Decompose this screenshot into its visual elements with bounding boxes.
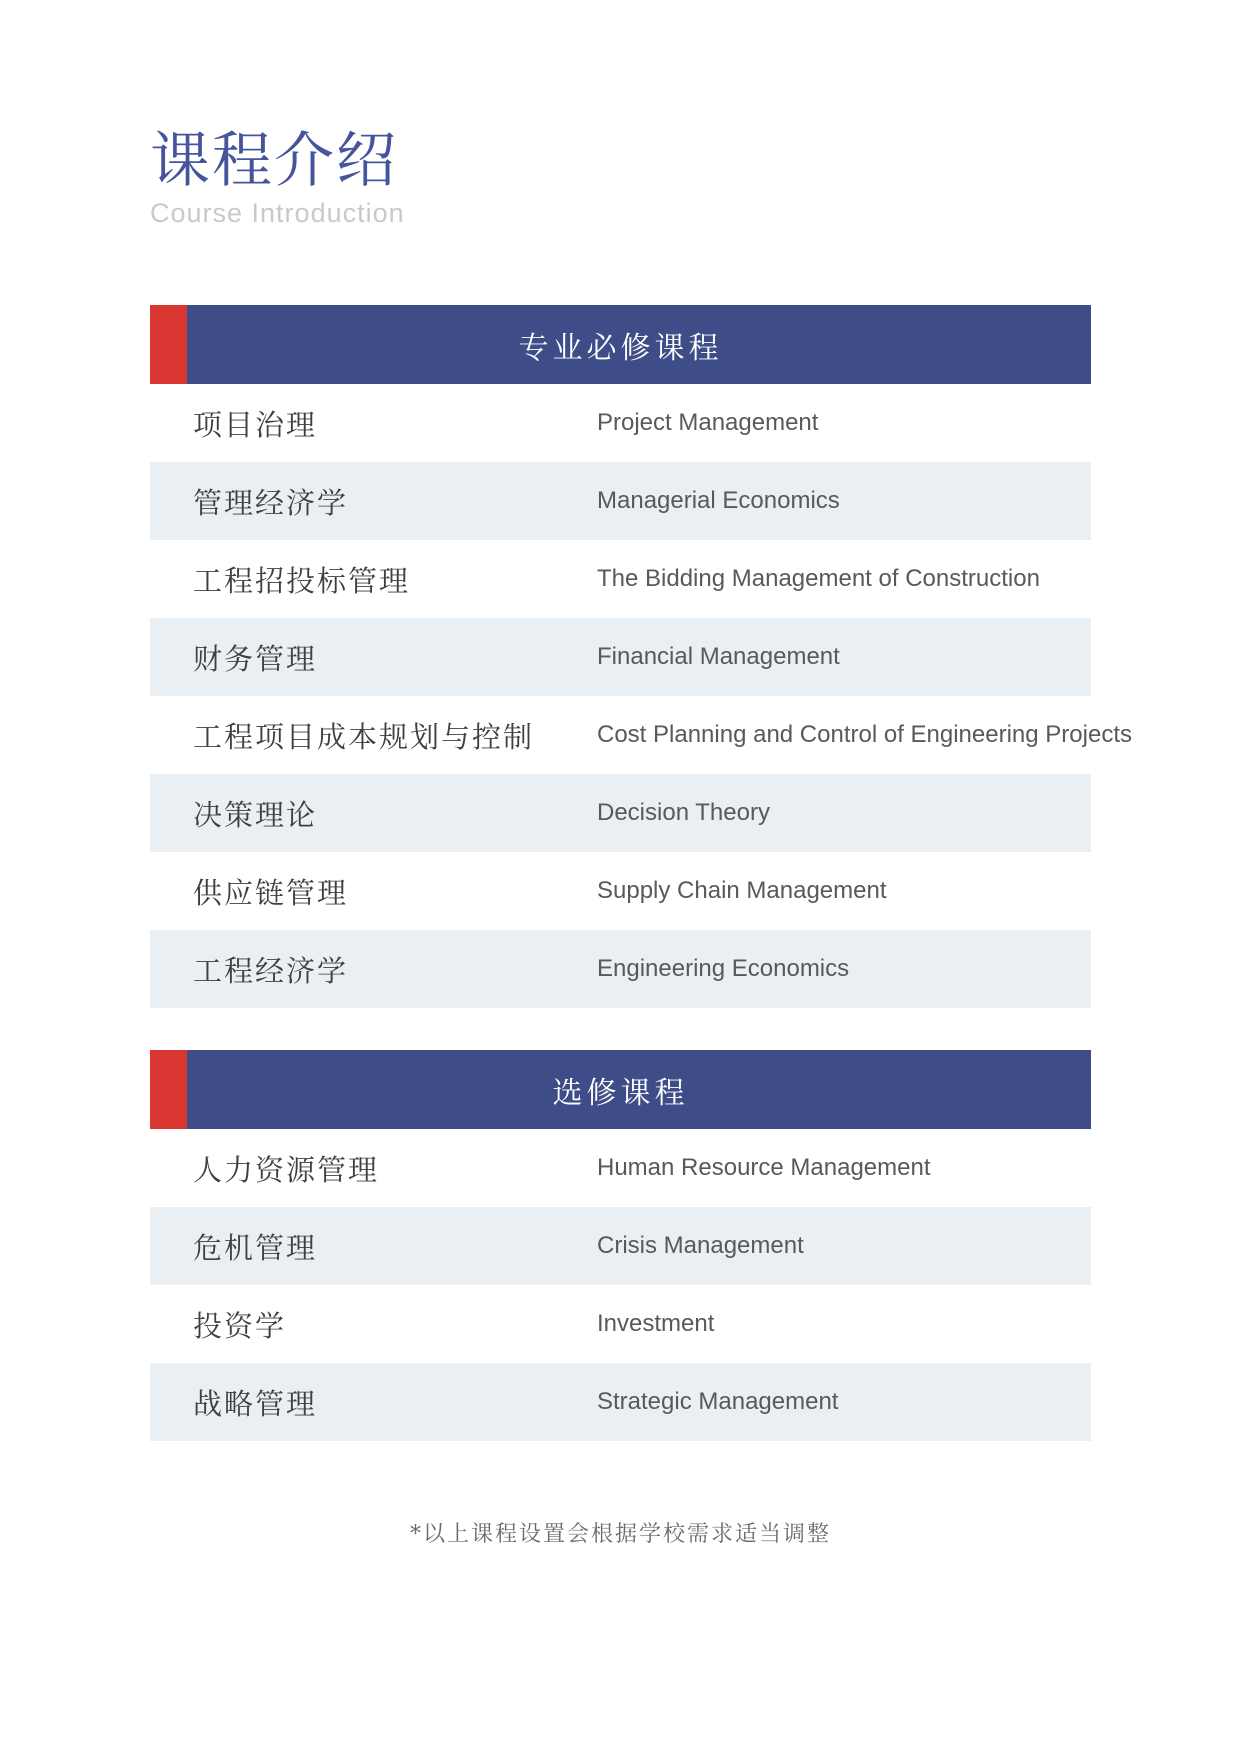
- course-row: [150, 1207, 1091, 1285]
- course-name-cn: 财务管理: [193, 641, 318, 676]
- course-row: [150, 852, 1091, 930]
- course-name-en: Supply Chain Management: [597, 877, 887, 904]
- course-row: [150, 462, 1091, 540]
- course-row: [150, 1363, 1091, 1441]
- red-accent-block: [150, 305, 187, 384]
- course-name-cn: 项目治理: [193, 407, 318, 442]
- course-name-cn: 人力资源管理: [193, 1152, 380, 1187]
- course-name-cn: 工程经济学: [193, 953, 349, 988]
- course-row: [150, 540, 1091, 618]
- section-heading: 专业必修课程: [518, 330, 723, 366]
- course-section: [150, 1050, 1091, 1441]
- course-row: [150, 384, 1091, 462]
- course-name-cn: 危机管理: [193, 1230, 318, 1265]
- course-name-cn: 投资学: [193, 1308, 287, 1343]
- course-table: [150, 1129, 1091, 1441]
- course-name-en: Engineering Economics: [597, 955, 850, 982]
- course-section: [150, 305, 1132, 1008]
- footnote: *以上课程设置会根据学校需求适当调整: [409, 1522, 831, 1547]
- course-row: [150, 618, 1091, 696]
- course-name-en: Managerial Economics: [597, 487, 840, 514]
- course-name-en: Human Resource Management: [597, 1154, 931, 1181]
- course-row: [150, 774, 1091, 852]
- course-row: [150, 1129, 1091, 1207]
- course-name-cn: 战略管理: [193, 1386, 318, 1421]
- page-title: 课程介绍: [150, 126, 398, 196]
- sections-container: [150, 305, 1132, 1441]
- course-row: [150, 696, 1132, 774]
- course-name-cn: 供应链管理: [193, 875, 349, 910]
- section-header-bar: [150, 305, 1091, 384]
- course-name-en: Decision Theory: [597, 799, 770, 826]
- course-table: [150, 384, 1132, 1008]
- course-name-en: Cost Planning and Control of Engineering Projects: [597, 721, 1132, 748]
- course-name-en: Project Management: [597, 409, 819, 436]
- course-row: [150, 930, 1091, 1008]
- course-name-en: Crisis Management: [597, 1232, 804, 1259]
- course-name-cn: 工程项目成本规划与控制: [193, 719, 535, 754]
- course-name-en: Investment: [597, 1310, 715, 1337]
- course-introduction-page: [150, 0, 1132, 1548]
- course-name-cn: 工程招投标管理: [193, 563, 411, 598]
- course-name-cn: 管理经济学: [193, 485, 349, 520]
- course-name-en: Strategic Management: [597, 1388, 839, 1415]
- page-header: [150, 128, 1091, 229]
- page-subtitle: Course Introduction: [150, 198, 405, 228]
- course-name-en: The Bidding Management of Construction: [597, 565, 1040, 592]
- section-heading: 选修课程: [552, 1075, 689, 1111]
- course-name-cn: 决策理论: [193, 797, 318, 832]
- course-row: [150, 1285, 1091, 1363]
- red-accent-block: [150, 1050, 187, 1129]
- section-header-bar: [150, 1050, 1091, 1129]
- course-name-en: Financial Management: [597, 643, 840, 670]
